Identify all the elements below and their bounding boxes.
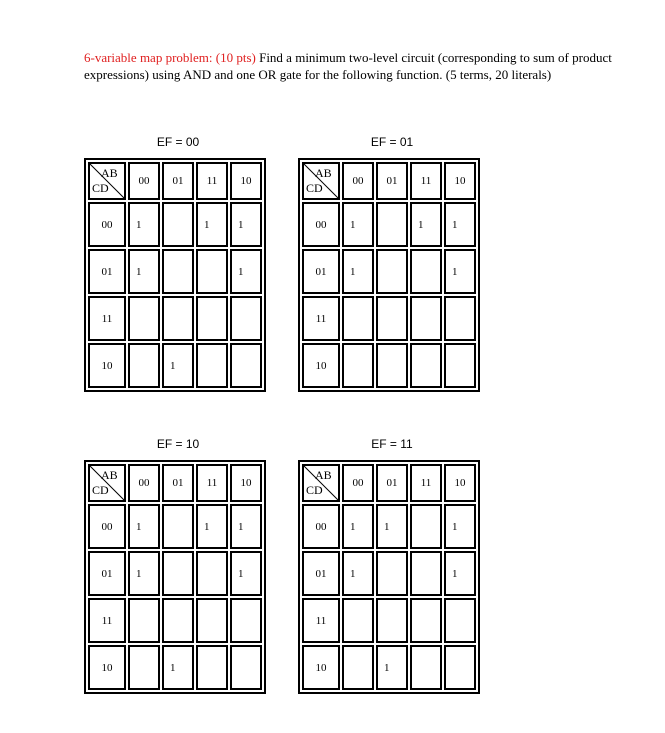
kmap-cell: 1 [162, 343, 194, 388]
row-header: 00 [302, 202, 340, 247]
kmap-grid [298, 158, 480, 392]
kmap-cell: 1 [376, 504, 408, 549]
row-header: 10 [302, 343, 340, 388]
row-header: 01 [302, 249, 340, 294]
kmap-cell [230, 343, 262, 388]
kmap-header-row [302, 162, 476, 200]
kmap-cell [410, 504, 442, 549]
column-header: 10 [444, 464, 476, 502]
kmap-row [88, 551, 262, 596]
kmap-cell [128, 598, 160, 643]
kmap-grid [84, 158, 266, 392]
column-variable-label: AB [315, 166, 332, 180]
kmap-cell [376, 598, 408, 643]
kmap-row [88, 504, 262, 549]
column-header: 00 [128, 464, 160, 502]
column-header: 11 [196, 464, 228, 502]
row-header: 11 [302, 296, 340, 341]
kmap-cell [376, 249, 408, 294]
kmap-cell: 1 [230, 202, 262, 247]
problem-statement [84, 49, 644, 83]
kmap-title: EF = 11 [371, 437, 413, 451]
kmap-cell [230, 296, 262, 341]
row-header: 11 [302, 598, 340, 643]
kmap-cell [196, 645, 228, 690]
kmap-cell: 1 [444, 551, 476, 596]
kmap-cell [444, 343, 476, 388]
row-variable-label: CD [92, 483, 109, 497]
column-header: 00 [128, 162, 160, 200]
kmap-cell: 1 [342, 504, 374, 549]
kmap-corner [302, 464, 340, 502]
kmap-cell [410, 249, 442, 294]
column-header: 11 [196, 162, 228, 200]
kmap-row [88, 645, 262, 690]
kmap-cell: 1 [410, 202, 442, 247]
kmap-cell [342, 645, 374, 690]
kmap-cell [196, 551, 228, 596]
kmap-row [302, 296, 476, 341]
kmap-cell [196, 249, 228, 294]
kmap-cell [196, 296, 228, 341]
kmap-cell: 1 [230, 504, 262, 549]
row-header: 01 [88, 551, 126, 596]
problem-lead: 6-variable map problem: (10 pts) [84, 50, 256, 65]
kmap-row [88, 296, 262, 341]
kmap-cell: 1 [162, 645, 194, 690]
column-header: 01 [162, 162, 194, 200]
kmap-ef-10 [84, 434, 272, 680]
row-header: 00 [88, 504, 126, 549]
kmap-cell [410, 296, 442, 341]
kmap-cell [342, 343, 374, 388]
kmap-cell: 1 [128, 551, 160, 596]
kmap-cell [128, 645, 160, 690]
kmap-cell [376, 551, 408, 596]
kmap-cell: 1 [230, 249, 262, 294]
row-header: 00 [88, 202, 126, 247]
kmap-title: EF = 10 [156, 437, 200, 451]
kmap-cell: 1 [342, 249, 374, 294]
row-header: 00 [302, 504, 340, 549]
kmap-cell [410, 343, 442, 388]
row-variable-label: CD [306, 483, 323, 497]
row-header: 10 [88, 343, 126, 388]
kmap-cell: 1 [342, 202, 374, 247]
column-header: 01 [162, 464, 194, 502]
kmap-row [302, 202, 476, 247]
row-header: 11 [88, 296, 126, 341]
column-header: 00 [342, 464, 374, 502]
column-header: 10 [230, 464, 262, 502]
kmap-cell [162, 551, 194, 596]
kmap-title: EF = 01 [370, 135, 414, 149]
kmap-cell: 1 [128, 249, 160, 294]
column-header: 01 [376, 162, 408, 200]
column-variable-label: AB [315, 468, 332, 482]
kmap-corner [88, 464, 126, 502]
column-header: 10 [230, 162, 262, 200]
kmap-row [88, 343, 262, 388]
kmap-cell: 1 [196, 202, 228, 247]
column-header: 01 [376, 464, 408, 502]
kmap-cell [162, 296, 194, 341]
kmap-cell: 1 [444, 504, 476, 549]
column-header: 00 [342, 162, 374, 200]
kmap-cell [162, 249, 194, 294]
kmap-cell [162, 504, 194, 549]
kmap-row [302, 645, 476, 690]
row-variable-label: CD [92, 181, 109, 195]
kmap-cell [376, 343, 408, 388]
kmap-cell [128, 343, 160, 388]
kmap-row [88, 249, 262, 294]
kmap-cell [196, 598, 228, 643]
kmap-cell [444, 598, 476, 643]
kmap-row [302, 343, 476, 388]
kmap-cell: 1 [196, 504, 228, 549]
row-header: 10 [88, 645, 126, 690]
kmap-ef-11 [298, 434, 486, 680]
kmap-cell [376, 296, 408, 341]
problem-text: Find a minimum two-level circuit (corresponding to sum of product expressions) using AND and one OR gate for the following function. (5 terms, 20 literals) [84, 50, 612, 82]
kmap-cell [410, 551, 442, 596]
row-header: 11 [88, 598, 126, 643]
kmap-cell [162, 202, 194, 247]
kmap-cell: 1 [376, 645, 408, 690]
kmap-cell: 1 [128, 504, 160, 549]
kmap-grid [298, 460, 480, 694]
kmap-cell: 1 [128, 202, 160, 247]
kmap-corner [88, 162, 126, 200]
kmap-cell [342, 296, 374, 341]
kmap-corner [302, 162, 340, 200]
kmap-cell: 1 [230, 551, 262, 596]
kmap-row [302, 504, 476, 549]
kmap-cell [444, 296, 476, 341]
row-header: 01 [302, 551, 340, 596]
row-variable-label: CD [306, 181, 323, 195]
kmap-row [88, 202, 262, 247]
kmap-title: EF = 00 [156, 135, 200, 149]
kmap-header-row [88, 464, 262, 502]
kmap-grid [84, 460, 266, 694]
column-variable-label: AB [101, 166, 118, 180]
kmap-cell [230, 645, 262, 690]
kmap-cell [410, 598, 442, 643]
kmap-cell: 1 [444, 202, 476, 247]
kmap-header-row [88, 162, 262, 200]
kmap-header-row [302, 464, 476, 502]
kmap-row [88, 598, 262, 643]
kmap-row [302, 551, 476, 596]
row-header: 10 [302, 645, 340, 690]
column-header: 11 [410, 464, 442, 502]
kmap-cell [162, 598, 194, 643]
kmap-cell: 1 [444, 249, 476, 294]
row-header: 01 [88, 249, 126, 294]
kmap-cell [196, 343, 228, 388]
kmap-row [302, 598, 476, 643]
kmap-cell [410, 645, 442, 690]
kmap-cell [444, 645, 476, 690]
kmap-row [302, 249, 476, 294]
column-header: 10 [444, 162, 476, 200]
column-header: 11 [410, 162, 442, 200]
kmap-cell [230, 598, 262, 643]
column-variable-label: AB [101, 468, 118, 482]
kmap-cell: 1 [342, 551, 374, 596]
kmap-ef-01 [298, 132, 486, 378]
kmap-cell [342, 598, 374, 643]
kmap-cell [128, 296, 160, 341]
kmap-ef-00 [84, 132, 272, 378]
kmap-cell [376, 202, 408, 247]
